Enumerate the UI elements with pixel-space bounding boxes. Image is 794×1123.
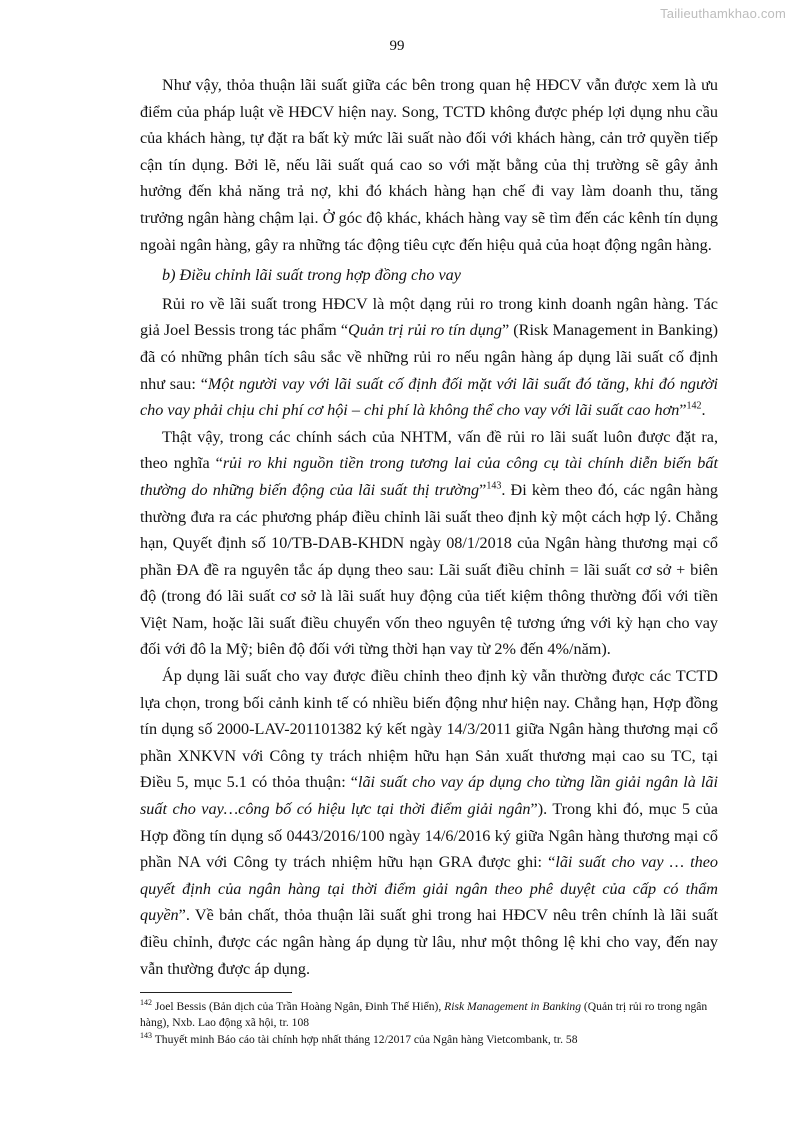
quote-contract-1: lãi suất cho vay áp dụng cho từng lần giải ngân là lãi suất cho vay…công bố có hiệu lực tại thời điểm giải ngân [140, 773, 718, 819]
paragraph-4-text: ”. Về bản chất, thỏa thuận lãi suất ghi trong hai HĐCV nêu trên chính là lãi suất điều chỉnh, được các ngân hàng áp dụng từ lâu, như một thông lệ khi cho vay, đến nay vẫn thường được áp dụng. [140, 906, 718, 978]
footnotes [140, 999, 718, 1049]
paragraph-2-text: Rủi ro về lãi suất trong HĐCV là một dạng rủi ro trong kinh doanh ngân hàng. Tác giả Joel Bessis trong tác phẩm “ [140, 294, 718, 340]
watermark: Tailieuthamkhao.com [660, 6, 786, 21]
quote-interest-risk: rủi ro khi nguồn tiền trong tương lai của công cụ tài chính diễn biến bất thường do những biến động của lãi suất thị trường [140, 454, 718, 499]
paragraph-3 [140, 424, 718, 663]
period: . [701, 401, 706, 420]
paragraph-4-text: Áp dụng lãi suất cho vay được điều chỉnh theo định kỳ vẫn thường được các TCTD lựa chọn, trong bối cảnh kinh tế có nhiều biến động như hiện nay. Chẳng hạn, Hợp đồng tín dụng số 2000-LAV-201101382 ký kết ngày 14/3/2011 giữa Ngân hàng thương mại cổ phần XNKVN với Công ty trách nhiệm hữu hạn Sản xuất thương mại cao su TC, tại Điều 5, mục 5.1 có thỏa thuận: “ [140, 667, 718, 792]
footnote-book-title: Risk Management in Banking [444, 1000, 582, 1013]
body-text [140, 72, 718, 982]
footnote-divider [140, 992, 292, 993]
paragraph-3-text: Thật vậy, trong các chính sách của NHTM, vấn đề rủi ro lãi suất luôn được đặt ra, theo nghĩa “ [140, 427, 718, 473]
footnote-143 [140, 1032, 718, 1048]
paragraph-4-text: ”). Trong khi đó, mục 5 của Hợp đồng tín dụng số 0443/2016/100 ngày 14/6/2016 ký giữa Ngân hàng thương mại cổ phần NA với Công ty trách nhiệm hữu hạn GRA được ghi: “ [140, 800, 718, 872]
footnote-142 [140, 999, 718, 1031]
page-number: 99 [389, 38, 405, 54]
footnote-text: (Quản trị rủi ro trong ngân hàng), Nxb. Lao động xã hội, tr. 108 [140, 1000, 708, 1029]
paragraph-2-text: ” (Risk Management in Banking) đã có những phân tích sâu sắc về những rủi ro nếu ngân hàng áp dụng lãi suất cố định như sau: “ [140, 321, 718, 393]
section-heading: b) Điều chỉnh lãi suất trong hợp đồng cho vay [162, 266, 461, 285]
book-title-vi: Quản trị rủi ro tín dụng [348, 321, 502, 340]
footnote-number: 142 [140, 998, 152, 1008]
footnote-ref-142[interactable]: 142 [686, 400, 702, 412]
paragraph-2 [140, 291, 718, 424]
footnote-text: Thuyết minh Báo cáo tài chính hợp nhất tháng 12/2017 của Ngân hàng Vietcombank, tr. 58 [152, 1033, 578, 1046]
footnote-number: 143 [140, 1031, 152, 1041]
paragraph-3-text: . Đi kèm theo đó, các ngân hàng thường đưa ra các phương pháp điều chỉnh lãi suất theo định kỳ một cách hợp lý. Chẳng hạn, Quyết định số 10/TB-DAB-KHDN ngày 08/1/2018 của Ngân hàng thương mại cổ phần ĐA đề ra nguyên tắc áp dụng theo sau: Lãi suất điều chỉnh = lãi suất cơ sở + biên độ (trong đó lãi suất cơ sở là lãi suất huy động của tiết kiệm thông thường đối với tiền Việt Nam, hoặc lãi suất điều chuyển vốn theo nguyên tệ tương ứng với kỳ hạn cho vay đối với đô la Mỹ; biên độ đối với từng thời hạn vay từ 2% đến 4%/năm). [140, 480, 719, 659]
paragraph-1: Như vậy, thỏa thuận lãi suất giữa các bên trong quan hệ HĐCV vẫn được xem là ưu điểm của pháp luật về HĐCV hiện nay. Song, TCTD không được phép lợi dụng nhu cầu của khách hàng, tự đặt ra bất kỳ mức lãi suất nào đối với khách hàng, cản trở quyền tiếp cận tín dụng. Bởi lẽ, nếu lãi suất quá cao so với mặt bằng của thị trường sẽ gây ảnh hưởng đến khả năng trả nợ, khi đó khách hàng hạn chế đi vay làm doanh thu, tăng trưởng ngân hàng chậm lại. Ở góc độ khác, khách hàng vay sẽ tìm đến các kênh tín dụng ngoài ngân hàng, gây ra những tác động tiêu cực đến hiệu quả của hoạt động ngân hàng. [140, 76, 718, 254]
quote-contract-2: lãi suất cho vay … theo quyết định của ngân hàng tại thời điểm giải ngân theo phê duyệt của cấp có thẩm quyền [140, 853, 718, 925]
footnote-text: Joel Bessis (Bản dịch của Trần Hoàng Ngân, Đinh Thế Hiển), [152, 1000, 445, 1013]
quote-bessis: Một người vay với lãi suất cố định đối mặt với lãi suất đó tăng, khi đó người cho vay phải chịu chi phí cơ hội – chi phí là không thể cho vay với lãi suất cao hơn [140, 374, 718, 420]
paragraph-4 [140, 663, 718, 982]
footnote-ref-143[interactable]: 143 [486, 480, 502, 492]
quote-close: ” [479, 480, 487, 499]
quote-close: ” [679, 401, 687, 420]
